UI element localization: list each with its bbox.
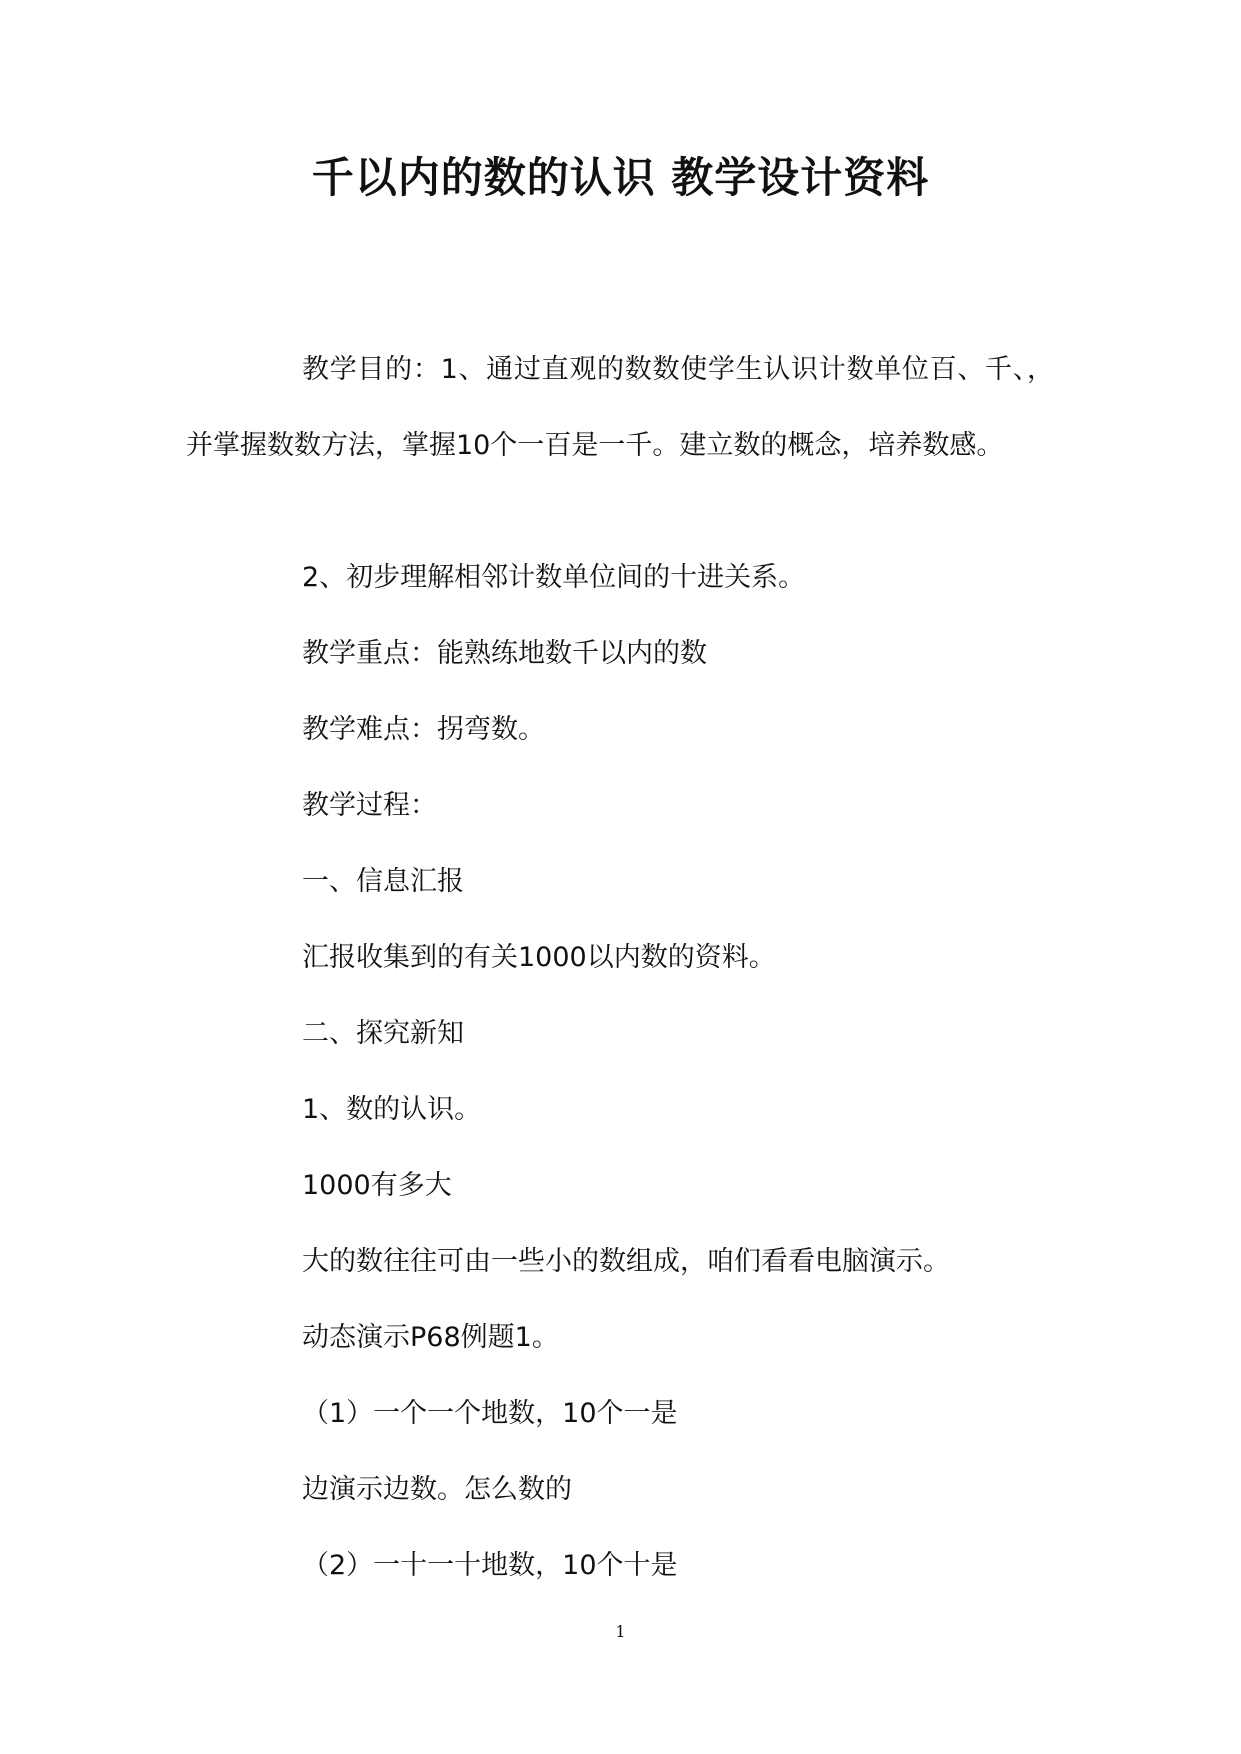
document-title: 千以内的数的认识 教学设计资料 [311,153,930,202]
objective-2-paragraph: 2、初步理解相邻计数单位间的十进关系。 [302,562,806,593]
count-tens-paragraph: （2）一十一十地数，10个十是 [302,1550,678,1581]
objective-paragraph: 教学目的：1、通过直观的数数使学生认识计数单位百、千、，并掌握数数方法，掌握10个一百是一千。建立数的概念，培养数感。 [186,354,1054,461]
key-point-paragraph: 教学重点：能熟练地数千以内的数 [302,638,707,669]
section-2-heading: 二、探究新知 [302,1018,464,1049]
how-big-paragraph: 1000有多大 [302,1170,452,1201]
item-1-paragraph: 1、数的认识。 [302,1094,482,1125]
section-1-heading: 一、信息汇报 [302,866,464,897]
count-demo-paragraph: 边演示边数。怎么数的 [302,1474,572,1505]
page-number: 1 [615,1622,626,1641]
report-paragraph: 汇报收集到的有关1000以内数的资料。 [302,942,776,973]
count-ones-paragraph: （1）一个一个地数，10个一是 [302,1398,678,1429]
demo-paragraph: 动态演示P68例题1。 [302,1322,559,1353]
composition-paragraph: 大的数往往可由一些小的数组成，咱们看看电脑演示。 [302,1246,950,1277]
difficulty-paragraph: 教学难点：拐弯数。 [302,714,545,745]
process-heading: 教学过程： [302,790,437,821]
